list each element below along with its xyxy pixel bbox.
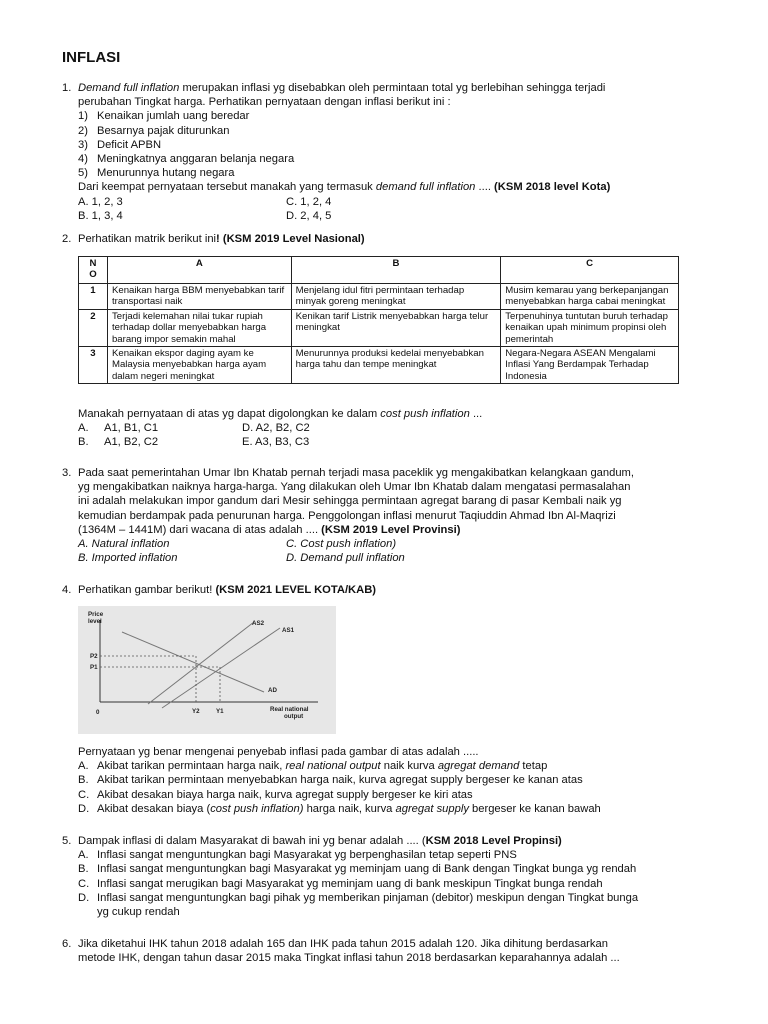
option-d[interactable]: D. Akibat desakan biaya (cost push inflation) harga naik, kurva agregat supply bergeser ke kanan bawah: [78, 802, 601, 815]
x-axis-label-2: output: [284, 713, 304, 720]
q3-text-line: Pada saat pemerintahan Umar Ibn Khatab pernah terjadi masa paceklik yg mengakibatkan kelangkaan gandum,: [78, 467, 634, 479]
option-c[interactable]: C. Akibat desakan biaya harga naik, kurva agregat supply bergeser ke kiri atas: [78, 788, 473, 801]
as1-label: AS1: [282, 627, 295, 634]
option-c[interactable]: C. Cost push inflation): [286, 538, 397, 551]
question-number: 6.: [62, 938, 72, 950]
y-axis-label-1: Price: [88, 611, 104, 618]
p1-label: P1: [90, 664, 98, 671]
option-d-continued: yg cukup rendah: [97, 906, 180, 919]
matrix-table: [78, 256, 679, 384]
option-a[interactable]: A. Natural inflation: [78, 538, 170, 551]
question-2-answers: [62, 407, 702, 450]
option-a[interactable]: A. A1, B1, C1: [78, 422, 159, 435]
q1-statement-list: [78, 109, 702, 180]
header-a: A: [107, 257, 291, 284]
question-number: 3.: [62, 467, 72, 479]
question-number: 5.: [62, 835, 72, 847]
y-axis-label-2: level: [88, 618, 102, 625]
cell-b2: Kenikan tarif Listrik menyebabkan harga telur meningkat: [291, 309, 501, 346]
y2-label: Y2: [192, 708, 200, 715]
source-label: (KSM 2018 level Kota): [494, 181, 611, 194]
option-a[interactable]: A. 1, 2, 3: [78, 195, 123, 208]
q4-question: Pernyataan yg benar mengenai penyebab inflasi pada gambar di atas adalah .....: [78, 746, 479, 758]
option-d[interactable]: D. Demand pull inflation: [286, 552, 405, 565]
answer-options-row: [78, 537, 702, 551]
question-6: [62, 937, 702, 965]
option-b[interactable]: B. Inflasi sangat menguntungkan bagi Masyarakat yg meminjam uang di Bank dengan Tingkat bunga yg rendah: [78, 863, 637, 876]
question-4: [62, 583, 702, 597]
x-axis-label-1: Real national: [270, 706, 309, 713]
answer-options-row: [78, 421, 702, 435]
header-b: B: [291, 257, 501, 284]
question-5: [62, 834, 702, 919]
y1-label: Y1: [216, 708, 224, 715]
option-e[interactable]: E. A3, B3, C3: [242, 436, 310, 449]
row-number: 3: [79, 347, 108, 384]
q1-question: Dari keempat pernyataan tersebut manakah yang termasuk demand full inflation .... (KSM 2018 level Kota): [78, 181, 611, 194]
cell-a1: Kenaikan harga BBM menyebabkan tarif transportasi naik: [107, 284, 291, 310]
question-3: [62, 466, 702, 565]
option-d[interactable]: D. Inflasi sangat menguntungkan bagi pihak yg memberikan pinjaman (debitor) meskipun dengan Tingkat bunga: [78, 891, 639, 904]
as-ad-chart-image: [78, 606, 336, 734]
table-header-row: [79, 257, 679, 284]
option-c[interactable]: C. 1, 2, 4: [286, 195, 332, 208]
table-row: [79, 284, 679, 310]
question-number: 1.: [62, 82, 72, 94]
question-1: [62, 81, 702, 223]
cell-a2: Terjadi kelemahan nilai tukar rupiah terhadap dollar menyebabkan harga barang impor semakin mahal: [107, 309, 291, 346]
list-item: 2) Besarnya pajak diturunkan: [78, 124, 230, 137]
q3-text-line: yg mengakibatkan naiknya harga-harga. Yang dilakukan oleh Umar Ibn Khatab dalam mengatasi permasalahan: [78, 481, 631, 494]
option-d[interactable]: D. A2, B2, C2: [242, 422, 310, 435]
q1-intro-line-2: perubahan Tingkat harga. Perhatikan pernyataan dengan inflasi berikut ini :: [78, 96, 451, 109]
header-no: N O: [79, 257, 108, 284]
option-b[interactable]: B. Imported inflation: [78, 552, 178, 565]
ad-label: AD: [268, 687, 277, 694]
q5-intro: Dampak inflasi di dalam Masyarakat di bawah ini yg benar adalah .... (KSM 2018 Level Propinsi): [78, 835, 562, 847]
option-b[interactable]: B. Akibat tarikan permintaan menyebabkan harga naik, kurva agregat supply bergeser ke kanan atas: [78, 774, 583, 787]
cell-a3: Kenaikan ekspor daging ayam ke Malaysia menyebabkan harga ayam dalam negeri meningkat: [107, 347, 291, 384]
answer-options-row: [78, 209, 702, 223]
origin-label: 0: [96, 709, 100, 716]
list-item: 1) Kenaikan jumlah uang beredar: [78, 110, 250, 123]
option-a[interactable]: A. Akibat tarikan permintaan harga naik, real national output naik kurva agregat demand tetap: [78, 760, 548, 773]
ad-curve: [122, 632, 264, 692]
table-row: [79, 347, 679, 384]
answer-options-row: [78, 195, 702, 209]
question-number: 2.: [62, 233, 72, 245]
as-ad-diagram: [78, 606, 336, 734]
as2-label: AS2: [252, 620, 265, 627]
cell-c1: Musim kemarau yang berkepanjangan menyebabkan harga cabai meningkat: [501, 284, 679, 310]
page-title: INFLASI: [62, 49, 121, 66]
q6-text-line: Jika diketahui IHK tahun 2018 adalah 165 dan IHK pada tahun 2015 adalah 120. Jika dihitung berdasarkan: [78, 938, 608, 950]
as2-curve: [148, 622, 254, 704]
row-number: 2: [79, 309, 108, 346]
question-number: 4.: [62, 584, 72, 596]
p2-label: P2: [90, 653, 98, 660]
option-b[interactable]: B. A1, B2, C2: [78, 436, 159, 449]
table-row: [79, 309, 679, 346]
cell-c2: Terpenuhinya tuntutan buruh terhadap kenaikan upah minimum propinsi oleh pemerintah: [501, 309, 679, 346]
source-label: KSM 2018 Level Propinsi): [425, 835, 562, 847]
cell-b1: Menjelang idul fitri permintaan terhadap minyak goreng meningkat: [291, 284, 501, 310]
q2-intro: Perhatikan matrik berikut ini! (KSM 2019 Level Nasional): [78, 233, 365, 245]
option-d[interactable]: D. 2, 4, 5: [286, 209, 332, 222]
q6-text-line: metode IHK, dengan tahun dasar 2015 maka Tingkat inflasi tahun 2018 berdasarkan keparahannya adalah ...: [78, 952, 620, 965]
as1-curve: [162, 628, 280, 708]
cell-b3: Menurunnya produksi kedelai menyebabkan harga tahu dan tempe meningkat: [291, 347, 501, 384]
list-item: 3) Deficit APBN: [78, 138, 162, 151]
list-item: 4) Meningkatnya anggaran belanja negara: [78, 153, 295, 166]
source-label: (KSM 2021 LEVEL KOTA/KAB): [215, 584, 377, 596]
answer-options-row: [78, 551, 702, 565]
q3-text-line: kemudian berdampak pada penurunan harga. Penggolongan inflasi menurut Taqiuddin Ahmad Ibn Al-Maqrizi: [78, 509, 616, 522]
row-number: 1: [79, 284, 108, 310]
q2-question: Manakah pernyataan di atas yg dapat digolongkan ke dalam cost push inflation ...: [78, 408, 483, 420]
list-item: 5) Menurunnya hutang negara: [78, 167, 235, 180]
q1-intro-line-1: Demand full inflation merupakan inflasi yg disebabkan oleh permintaan total yg berlebihan sehingga terjadi: [78, 82, 606, 94]
q4-intro: Perhatikan gambar berikut! (KSM 2021 LEVEL KOTA/KAB): [78, 584, 377, 596]
cell-c3: Negara-Negara ASEAN Mengalami Inflasi Yang Berdampak Terhadap Indonesia: [501, 347, 679, 384]
source-label: (KSM 2019 Level Provinsi): [321, 523, 461, 536]
source-label: ! (KSM 2019 Level Nasional): [216, 233, 365, 245]
option-c[interactable]: C. Inflasi sangat merugikan bagi Masyarakat yg meminjam uang di bank meskipun Tingkat bunga rendah: [78, 877, 603, 890]
option-b[interactable]: B. 1, 3, 4: [78, 209, 123, 222]
answer-options-row: [78, 435, 702, 449]
q3-text-line: ini adalah melakukan impor gandum dari Mesir sehingga permintaan agregat barang di pasar Kembali naik yg: [78, 495, 622, 508]
option-a[interactable]: A. Inflasi sangat menguntungkan bagi Masyarakat yg berpenghasilan tetap seperti PNS: [78, 849, 517, 862]
q3-question: (1364M – 1441M) dari wacana di atas adalah .... (KSM 2019 Level Provinsi): [78, 523, 461, 536]
header-c: C: [501, 257, 679, 284]
question-4-answers: [62, 745, 702, 816]
question-2: [62, 232, 702, 246]
